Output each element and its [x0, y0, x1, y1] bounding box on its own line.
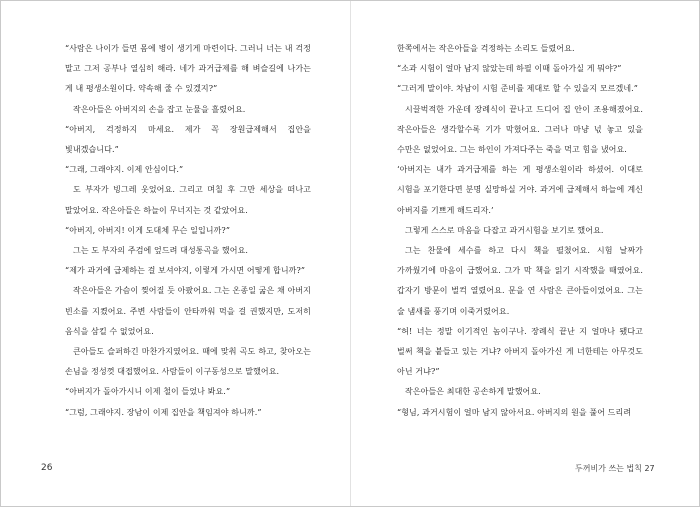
page-gutter: [350, 1, 351, 506]
paragraph: “소과 시험이 얼마 남지 않았는데 하필 이때 돌아가실 게 뭐야?”: [397, 64, 622, 74]
paragraph: 작은아들은 아버지의 손을 잡고 눈물을 흘렸어요.: [73, 104, 246, 114]
paragraph: “그래, 그래야지. 이제 안심이다.”: [65, 165, 184, 175]
paragraph: 큰아들도 슬퍼하긴 마찬가지였어요. 때에 맞춰 곡도 하고, 찾아오는 손님을 정성껏 대접했어요. 사람들이 이구동성으로 말했어요.: [65, 347, 311, 377]
paragraph: ‘아버지는 내가 과거급제를 하는 게 평생소원이라 하셨어. 이대로 시험을 포기한다면 분명 실망하실 거야. 과거에 급제해서 하늘에 계신 아버지를 기쁘게 해드리자.’: [397, 165, 643, 215]
paragraph: 작은아들은 최대한 공손하게 말했어요.: [405, 387, 541, 397]
paragraph: “사람은 나이가 들면 몸에 병이 생기게 마련이다. 그러니 너는 내 걱정 말고 그저 공부나 열심히 해라. 네가 과거급제를 해 벼슬길에 나가는 게 내 평생소원이다. 약속해 줄 수 있겠지?”: [65, 44, 311, 94]
paragraph: 시끌벅적한 가운데 장례식이 끝나고 드디어 집 안이 조용해졌어요. 작은아들은 생각할수록 기가 막혔어요. 그러나 마냥 넋 놓고 있을 수만은 없었어요. 그는 하인이 가져다주는 죽을 먹고 힘을 냈어요.: [397, 104, 643, 155]
paragraph: “그럼, 그래야지. 장남이 이제 집안을 책임져야 하니까.”: [65, 407, 262, 417]
left-page: [65, 39, 311, 423]
paragraph: “그러게 말이야. 차남이 시험 준비를 제대로 할 수 있을지 모르겠네.”: [397, 84, 638, 94]
right-page: [397, 39, 643, 423]
paragraph: “아버지, 걱정하지 마세요. 제가 꼭 장원급제해서 집안을 빛내겠습니다.”: [65, 124, 311, 155]
paragraph: 한쪽에서는 작은아들을 걱정하는 소리도 들렸어요.: [397, 44, 575, 53]
paragraph: “형님, 과거시험이 얼마 남지 않아서요. 아버지의 원을 풀어 드리려: [397, 407, 632, 417]
paragraph: 도 부자가 빙그레 웃었어요. 그리고 며칠 후 그만 세상을 떠나고 말았어요. 작은아들은 하늘이 무너지는 것 같았어요.: [65, 185, 311, 215]
paragraph: “아버지, 아버지! 이게 도대체 무슨 일입니까?”: [65, 225, 231, 235]
paragraph: “아버지가 돌아가시니 이제 철이 들었나 봐요.”: [65, 387, 231, 397]
paragraph: 그렇게 스스로 마음을 다잡고 과거시험을 보기로 했어요.: [405, 225, 604, 235]
page-number-left: 26: [41, 463, 53, 473]
paragraph: 그는 찬물에 세수를 하고 다시 책을 펼쳤어요. 시험 날짜가 가까웠기에 마음이 급했어요. 그가 막 책을 읽기 시작했을 때였어요. 갑자기 방문이 벌컥 열렸어요. 문을 연 사람은 큰아들이었어요. 그는 술 냄새를 풍기며 이죽거렸어요.: [397, 246, 643, 316]
page-number-right: 두꺼비가 쓰는 법칙 27: [575, 464, 655, 473]
paragraph: “허! 너는 정말 이기적인 놈이구나. 장례식 끝난 지 얼마나 됐다고 벌써 책을 붙들고 있는 거냐? 아버지 돌아가신 게 너한테는 아무것도 아닌 거냐?”: [397, 326, 643, 377]
paragraph: 그는 도 부자의 주검에 엎드려 대성통곡을 했어요.: [73, 246, 249, 256]
paragraph: “제가 과거에 급제하는 걸 보셔야지, 이렇게 가시면 어떻게 합니까?”: [65, 266, 306, 276]
paragraph: 작은아들은 가슴이 찢어질 듯 아팠어요. 그는 온종일 굶은 채 아버지 빈소를 지켰어요. 주변 사람들이 안타까워 먹을 걸 권했지만, 도저히 음식을 삼킬 수 없었어요.: [65, 286, 311, 336]
